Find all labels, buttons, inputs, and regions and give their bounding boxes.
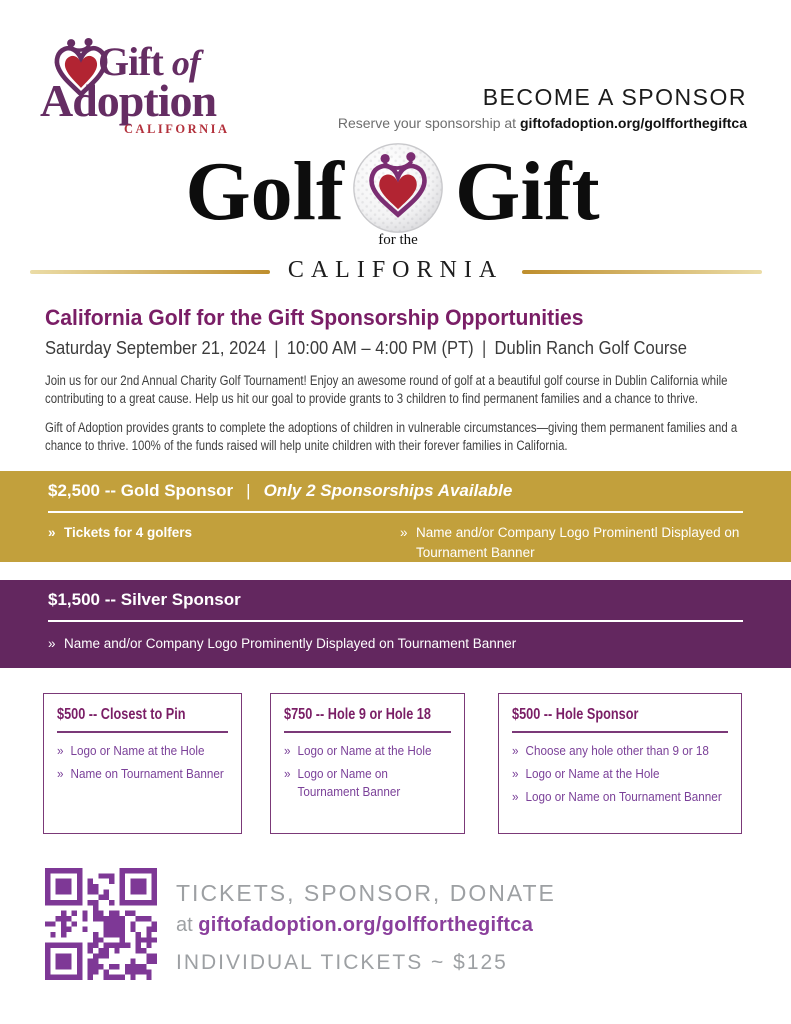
qr-code	[45, 868, 157, 980]
card-bullet: » Choose any hole other than 9 or 18	[512, 742, 728, 760]
bullet-marker: »	[512, 742, 519, 758]
card-divider-rule	[57, 731, 228, 733]
org-logo-region: CALIFORNIA	[124, 122, 230, 136]
card-bullet: » Logo or Name at the Hole	[512, 765, 728, 783]
card-title: $500 -- Closest to Pin	[57, 706, 186, 723]
card-divider-rule	[512, 731, 728, 733]
bullet-marker: »	[48, 636, 56, 651]
pipe-separator: |	[481, 338, 487, 358]
event-logo-region: CALIFORNIA	[287, 257, 504, 283]
gold-availability: Only 2 Sponsorships Available	[263, 481, 513, 500]
card-bullet: » Logo or Name on Tournament Banner	[512, 788, 728, 806]
gold-sponsor-price-label: $2,500 -- Gold Sponsor	[48, 481, 234, 500]
gold-divider-rule	[48, 511, 743, 513]
golf-ball-icon	[352, 142, 444, 234]
intro-paragraph-2: Gift of Adoption provides grants to complete the adoptions of children in vulnerable circumstances—giving them permanent families and a chance to thrive. 100% of the funds raised will help unite children with their forever families in California.	[45, 419, 738, 453]
org-logo-word-of: of	[171, 43, 200, 83]
bullet-marker: »	[57, 742, 64, 758]
gold-divider-left	[30, 270, 270, 274]
gold-bullet-2: » Name and/or Company Logo Prominentl Displayed on Tournament Banner	[400, 525, 740, 560]
bullet-marker: »	[512, 765, 519, 781]
card-bullet: » Logo or Name at the Hole	[284, 742, 451, 760]
event-logo	[0, 140, 791, 295]
hole-9-or-18-card	[270, 693, 465, 834]
closest-to-pin-card	[43, 693, 242, 834]
card-bullet-list	[284, 742, 451, 802]
org-logo-word-gift: Gift of	[98, 39, 200, 84]
reserve-line	[338, 115, 747, 131]
sponsor-cta	[338, 84, 747, 131]
intro-paragraphs	[45, 372, 751, 455]
gold-sponsor-title	[48, 481, 512, 501]
footer-url-link[interactable]: giftofadoption.org/golfforthegiftca	[198, 914, 534, 936]
footer-url-line	[176, 914, 556, 937]
footer-cta	[176, 880, 556, 975]
bullet-marker: »	[284, 765, 291, 781]
pipe-separator: |	[246, 481, 251, 500]
event-logo-gift: Gift	[455, 145, 600, 238]
bullet-marker: »	[57, 765, 64, 781]
silver-divider-rule	[48, 620, 743, 622]
card-bullet-list	[57, 742, 228, 784]
event-logo-for-the: for the	[378, 232, 418, 248]
footer-at-prefix: at	[176, 914, 199, 936]
intro-section	[45, 305, 755, 455]
gold-bullet-1: » Tickets for 4 golfers	[48, 523, 192, 543]
pipe-separator: |	[274, 338, 279, 358]
card-bullet-list	[512, 742, 728, 807]
card-title: $750 -- Hole 9 or Hole 18	[284, 706, 431, 723]
individual-tickets-line: INDIVIDUAL TICKETS ~ $125	[176, 951, 508, 974]
page-title: California Golf for the Gift Sponsorship Opportunities	[45, 305, 584, 330]
event-dateline	[45, 338, 763, 359]
card-bullet: » Logo or Name on Tournament Banner	[284, 765, 401, 800]
sponsor-url-link[interactable]: giftofadoption.org/golfforthegiftca	[519, 115, 747, 131]
card-bullet: » Name on Tournament Banner	[57, 765, 228, 783]
gold-sponsor-banner	[0, 471, 791, 562]
org-logo-word-adoption: Adoption	[40, 75, 217, 126]
hole-sponsor-card	[498, 693, 742, 834]
silver-sponsor-banner	[0, 580, 791, 668]
event-date: Saturday September 21, 2024	[45, 338, 266, 358]
gold-divider-right	[522, 270, 762, 274]
silver-bullet-1: » Name and/or Company Logo Prominently Displayed on Tournament Banner	[48, 634, 516, 654]
card-title: $500 -- Hole Sponsor	[512, 706, 639, 723]
card-bullet: » Logo or Name at the Hole	[57, 742, 228, 760]
gift-of-adoption-logo	[40, 36, 250, 136]
silver-sponsor-title: $1,500 -- Silver Sponsor	[48, 590, 241, 609]
reserve-prefix: Reserve your sponsorship at	[337, 115, 520, 131]
event-time: 10:00 AM – 4:00 PM (PT)	[286, 338, 474, 358]
bullet-marker: »	[512, 789, 519, 805]
event-logo-golf: Golf	[185, 145, 344, 238]
bullet-marker: »	[400, 525, 408, 540]
card-divider-rule	[284, 731, 451, 733]
become-sponsor-heading: BECOME A SPONSOR	[482, 84, 747, 110]
bullet-marker: »	[48, 525, 56, 540]
bullet-marker: »	[284, 742, 291, 758]
event-venue: Dublin Ranch Golf Course	[494, 338, 687, 358]
intro-paragraph-1: Join us for our 2nd Annual Charity Golf Tournament! Enjoy an awesome round of golf at a beautiful golf course in Dublin California while contributing to a great cause. Help us hit our goal to provide grants to 3 children to find permanent families and a chance to thrive.	[45, 373, 728, 406]
footer-headline: TICKETS, SPONSOR, DONATE	[176, 880, 556, 906]
